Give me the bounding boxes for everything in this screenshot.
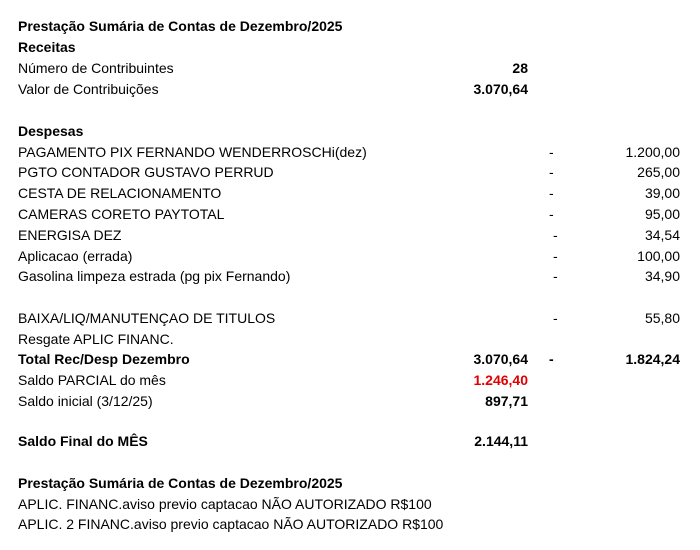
- despesa-dash: -: [553, 248, 558, 264]
- despesas-heading: Despesas: [18, 123, 84, 139]
- despesa-value: 55,80: [644, 310, 680, 326]
- saldo-final-value: 2.144,11: [474, 433, 528, 449]
- despesa-dash: -: [553, 310, 558, 326]
- despesa-label: CAMERAS CORETO PAYTOTAL: [18, 206, 225, 222]
- despesa-value: 39,00: [644, 185, 680, 201]
- saldo-final-label: Saldo Final do MÊS: [18, 433, 148, 449]
- resgate-label: Resgate APLIC FINANC.: [18, 331, 174, 347]
- despesa-label: ENERGISA DEZ: [18, 227, 122, 243]
- total-receitas: 3.070,64: [473, 351, 528, 367]
- despesa-value: 100,00: [637, 248, 680, 264]
- page-title: Prestação Sumária de Contas de Dezembro/2025: [18, 18, 343, 34]
- saldo-inicial-value: 897,71: [485, 393, 528, 409]
- total-dash: -: [549, 351, 554, 367]
- despesa-dash: -: [549, 144, 554, 160]
- despesa-label: PGTO CONTADOR GUSTAVO PERRUD: [18, 164, 274, 180]
- despesa-value: 95,00: [644, 206, 680, 222]
- despesa-dash: -: [549, 164, 554, 180]
- receita-label-contribuicoes: Valor de Contribuições: [18, 81, 159, 97]
- receita-value-contribuicoes: 3.070,64: [473, 81, 528, 97]
- total-label: Total Rec/Desp Dezembro: [18, 351, 190, 367]
- despesa-label: Aplicacao (errada): [18, 248, 133, 264]
- saldo-inicial-label: Saldo inicial (3/12/25): [18, 393, 153, 409]
- despesa-label: BAIXA/LIQ/MANUTENÇAO DE TITULOS: [18, 310, 276, 326]
- despesa-dash: -: [549, 185, 554, 201]
- total-despesas: 1.824,24: [625, 351, 680, 367]
- despesa-label: CESTA DE RELACIONAMENTO: [18, 185, 222, 201]
- despesa-value: 34,54: [644, 227, 680, 243]
- despesa-dash: -: [549, 206, 554, 222]
- despesa-label: PAGAMENTO PIX FERNANDO WENDERROSCHi(dez): [18, 144, 367, 160]
- saldo-parcial-label: Saldo PARCIAL do mês: [18, 372, 166, 388]
- despesa-dash: -: [553, 268, 558, 284]
- receitas-heading: Receitas: [18, 39, 76, 55]
- despesa-value: 1.200,00: [625, 144, 680, 160]
- footer-note: APLIC. 2 FINANC.aviso previo captacao NÃO AUTORIZADO R$100: [18, 516, 444, 532]
- saldo-parcial-value: 1.246,40: [473, 372, 528, 388]
- despesa-value: 34,90: [644, 268, 680, 284]
- despesa-label: Gasolina limpeza estrada (pg pix Fernando): [18, 268, 291, 284]
- receita-value-contribuintes: 28: [512, 60, 528, 76]
- footer-note: APLIC. FINANC.aviso previo captacao NÃO AUTORIZADO R$100: [18, 496, 432, 512]
- despesa-dash: -: [553, 227, 558, 243]
- receita-label-contribuintes: Número de Contribuintes: [18, 60, 174, 76]
- footer-title: Prestação Sumária de Contas de Dezembro/2025: [18, 475, 343, 491]
- despesa-value: 265,00: [637, 164, 680, 180]
